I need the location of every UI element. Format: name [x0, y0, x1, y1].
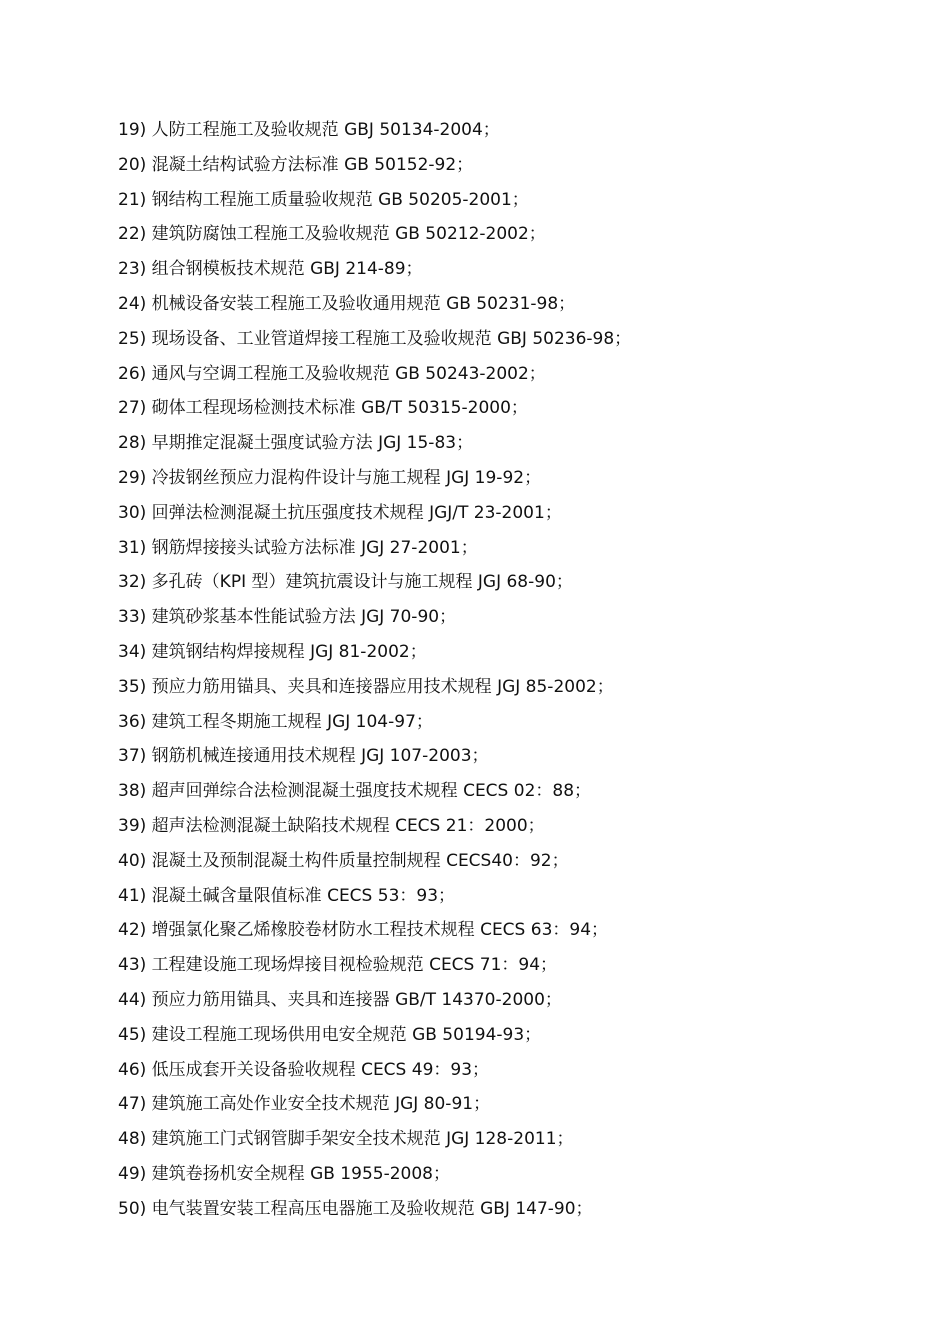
list-item: 33) 建筑砂浆基本性能试验方法 JGJ 70-90； [118, 607, 457, 628]
list-item: 41) 混凝土碱含量限值标准 CECS 53：93； [118, 885, 456, 906]
list-item: 39) 超声法检测混凝土缺陷技术规程 CECS 21：2000； [118, 815, 545, 836]
list-item: 32) 多孔砖（KPI 型）建筑抗震设计与施工规程 JGJ 68-90； [118, 572, 573, 593]
list-item: 35) 预应力筋用锚具、夹具和连接器应用技术规程 JGJ 85-2002； [118, 676, 614, 697]
list-item: 19) 人防工程施工及验收规范 GBJ 50134-2004； [118, 120, 500, 140]
list-item: 49) 建筑卷扬机安全规程 GB 1955-2008； [118, 1163, 450, 1184]
list-item: 38) 超声回弹综合法检测混凝土强度技术规程 CECS 02：88； [118, 781, 592, 802]
list-item: 48) 建筑施工门式钢管脚手架安全技术规范 JGJ 128-2011； [118, 1129, 574, 1150]
list-item: 43) 工程建设施工现场焊接目视检验规范 CECS 71：94； [118, 955, 558, 976]
list-item: 44) 预应力筋用锚具、夹具和连接器 GB/T 14370-2000； [118, 989, 562, 1010]
list-item: 40) 混凝土及预制混凝土构件质量控制规程 CECS40：92； [118, 850, 569, 871]
list-item: 36) 建筑工程冬期施工规程 JGJ 104-97； [118, 711, 433, 732]
list-item: 28) 早期推定混凝土强度试验方法 JGJ 15-83； [118, 433, 474, 454]
list-item: 21) 钢结构工程施工质量验收规范 GB 50205-2001； [118, 189, 529, 210]
list-item: 23) 组合钢模板技术规范 GBJ 214-89； [118, 259, 423, 280]
list-item: 24) 机械设备安装工程施工及验收通用规范 GB 50231-98； [118, 293, 576, 314]
standards-list [118, 113, 898, 1227]
list-item: 29) 冷拔钢丝预应力混构件设计与施工规程 JGJ 19-92； [118, 467, 542, 488]
list-item: 45) 建设工程施工现场供用电安全规范 GB 50194-93； [118, 1024, 542, 1045]
list-item: 42) 增强氯化聚乙烯橡胶卷材防水工程技术规程 CECS 63：94； [118, 920, 609, 941]
list-item: 50) 电气装置安装工程高压电器施工及验收规范 GBJ 147-90； [118, 1198, 593, 1219]
list-item: 25) 现场设备、工业管道焊接工程施工及验收规范 GBJ 50236-98； [118, 328, 632, 349]
list-item: 27) 砌体工程现场检测技术标准 GB/T 50315-2000； [118, 398, 528, 419]
list-item: 46) 低压成套开关设备验收规程 CECS 49：93； [118, 1059, 490, 1080]
list-item: 31) 钢筋焊接接头试验方法标准 JGJ 27-2001； [118, 537, 478, 558]
list-item: 47) 建筑施工高处作业安全技术规范 JGJ 80-91； [118, 1094, 491, 1115]
list-item: 22) 建筑防腐蚀工程施工及验收规范 GB 50212-2002； [118, 224, 546, 245]
list-item: 34) 建筑钢结构焊接规程 JGJ 81-2002； [118, 641, 427, 662]
list-item: 30) 回弹法检测混凝土抗压强度技术规程 JGJ/T 23-2001； [118, 502, 562, 523]
list-item: 26) 通风与空调工程施工及验收规范 GB 50243-2002； [118, 363, 546, 384]
list-item: 37) 钢筋机械连接通用技术规程 JGJ 107-2003； [118, 746, 489, 767]
list-item: 20) 混凝土结构试验方法标准 GB 50152-92； [118, 154, 474, 175]
